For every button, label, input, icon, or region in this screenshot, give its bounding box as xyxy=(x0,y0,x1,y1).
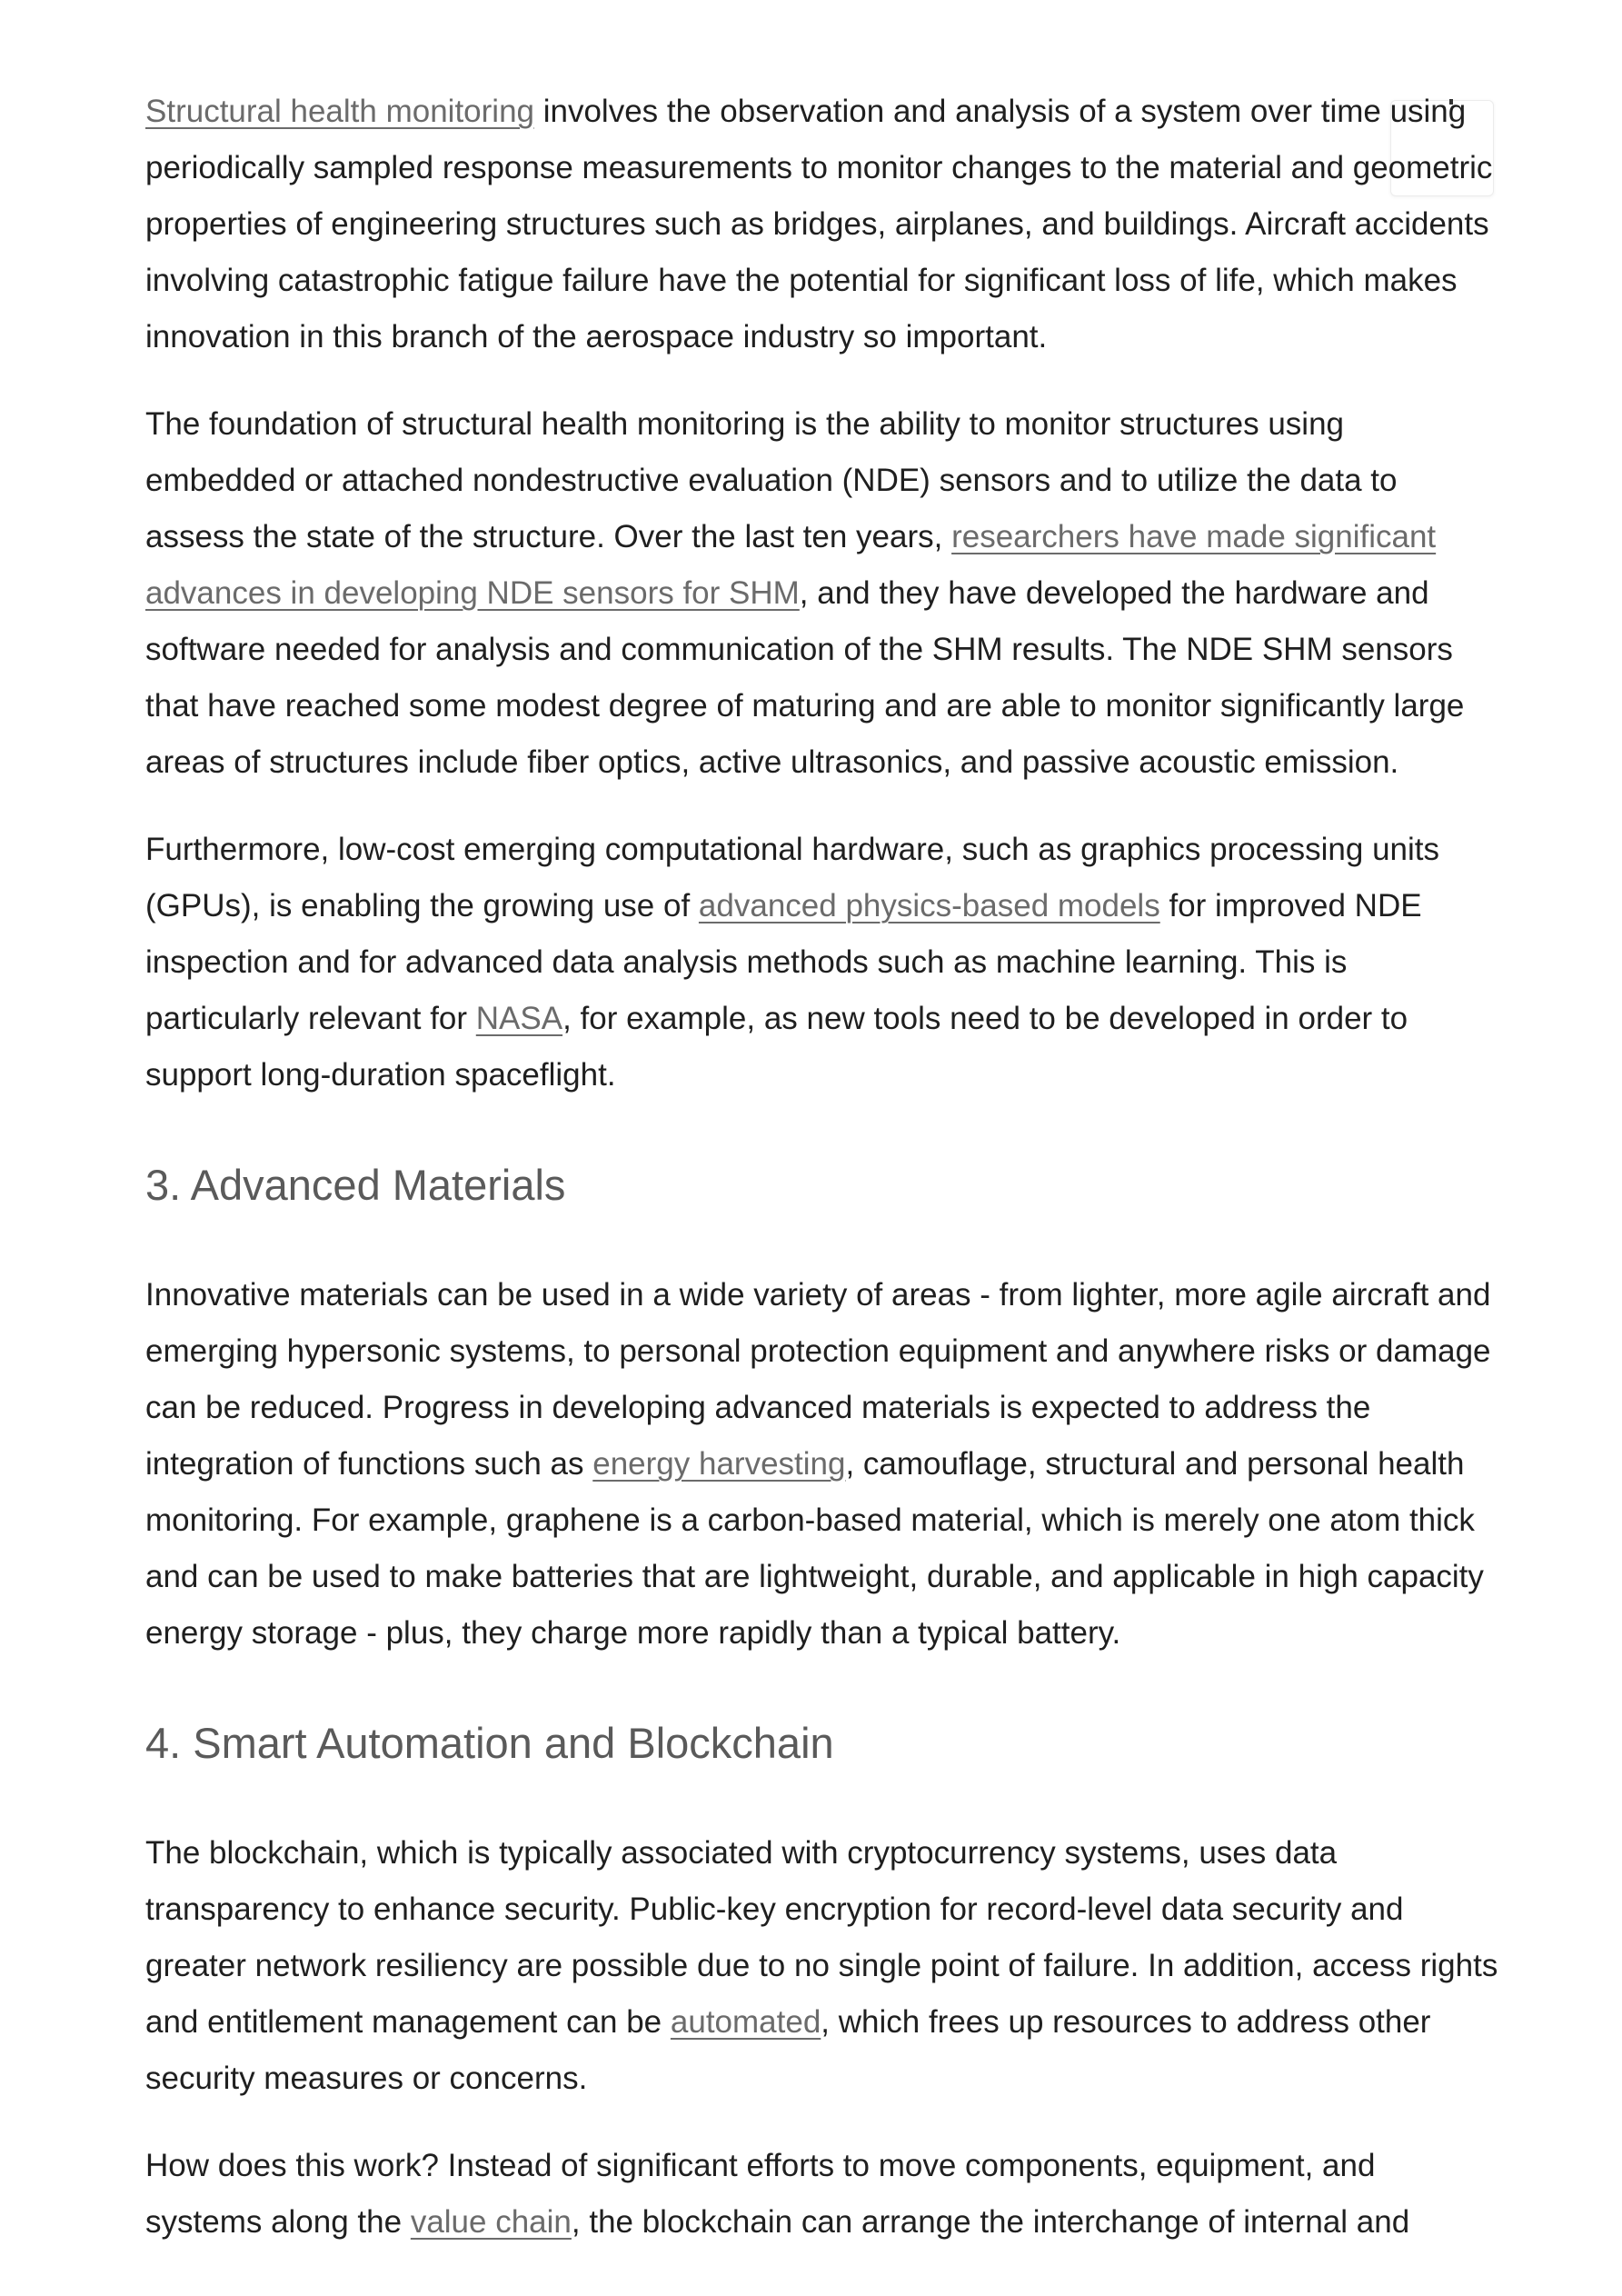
paragraph-shm-intro xyxy=(145,84,1499,365)
paragraph-text: Furthermore, low-cost emerging computational hardware, such as graphics processing units (GPUs), is enabling the growing use of xyxy=(145,832,1439,923)
section-heading-advanced-materials: 3. Advanced Materials xyxy=(145,1161,566,1209)
article-body xyxy=(145,84,1499,2281)
link-structural-health-monitoring[interactable]: Structural health monitoring xyxy=(145,94,534,129)
paragraph-text: for improved NDE inspection and for advanced data analysis methods such as machine learning. This is particularly relevant for xyxy=(145,888,1422,1036)
link-researchers-nde-sensors[interactable]: researchers have made significant advances in developing NDE sensors for SHM xyxy=(145,519,1437,611)
paragraph-shm-hardware xyxy=(145,822,1499,1103)
link-nasa[interactable]: NASA xyxy=(475,1001,563,1036)
paragraph-text: Innovative materials can be used in a wide variety of areas - from lighter, more agile aircraft and emerging hypersonic systems, to personal protection equipment and anywhere risks or damage can be reduced. Progress in developing advanced materials is expected to address the integration of functions such as xyxy=(145,1277,1491,1482)
paragraph-text: How does this work? Instead of significant efforts to move components, equipment, and systems along the xyxy=(145,2148,1376,2240)
paragraph-blockchain-how xyxy=(145,2138,1499,2251)
paragraph-text: , the blockchain can arrange the interchange of internal and xyxy=(571,2204,1410,2240)
paragraph-text: , which frees up resources to address other security measures or concerns. xyxy=(145,2004,1431,2096)
paragraph-blockchain-intro xyxy=(145,1825,1499,2107)
paragraph-text: , for example, as new tools need to be developed in order to support long-duration spaceflight. xyxy=(145,1001,1408,1093)
paragraph-text: , camouflage, structural and personal health monitoring. For example, graphene is a carbon-based material, which is merely one atom thick and can be used to make batteries that are lightweight, durable, and applicable in high capacity energy storage - plus, they charge more rapidly than a typical battery. xyxy=(145,1446,1484,1651)
paragraph-text: , and they have developed the hardware and software needed for analysis and communication of the SHM results. The NDE SHM sensors that have reached some modest degree of maturing and are able to monitor significantly large areas of structures include fiber optics, active ultrasonics, and passive acoustic emission. xyxy=(145,575,1465,780)
section-heading-smart-automation: 4. Smart Automation and Blockchain xyxy=(145,1719,834,1767)
link-advanced-physics-models[interactable]: advanced physics-based models xyxy=(698,888,1160,923)
paragraph-text: The foundation of structural health monitoring is the ability to monitor structures using embedded or attached nondestructive evaluation (NDE) sensors and to utilize the data to assess the state of the structure. Over the last ten years, xyxy=(145,406,1398,554)
link-value-chain[interactable]: value chain xyxy=(410,2204,572,2240)
link-energy-harvesting[interactable]: energy harvesting xyxy=(592,1446,846,1482)
paragraph-text: The blockchain, which is typically associated with cryptocurrency systems, uses data transparency to enhance security. Public-key encryption for record-level data security and greater network resiliency are possible due to no single point of failure. In addition, access rights and entitlement management can be xyxy=(145,1835,1498,2040)
paragraph-shm-foundation xyxy=(145,396,1499,791)
paragraph-advanced-materials xyxy=(145,1267,1499,1662)
link-automated[interactable]: automated xyxy=(670,2004,821,2040)
paragraph-text: involves the observation and analysis of a system over time using periodically sampled response measurements to monitor changes to the material and geometric properties of engineering structures such as bridges, airplanes, and buildings. Aircraft accidents involving catastrophic fatigue failure have the potential for significant loss of life, which makes innovation in this branch of the aerospace industry so important. xyxy=(145,94,1493,354)
